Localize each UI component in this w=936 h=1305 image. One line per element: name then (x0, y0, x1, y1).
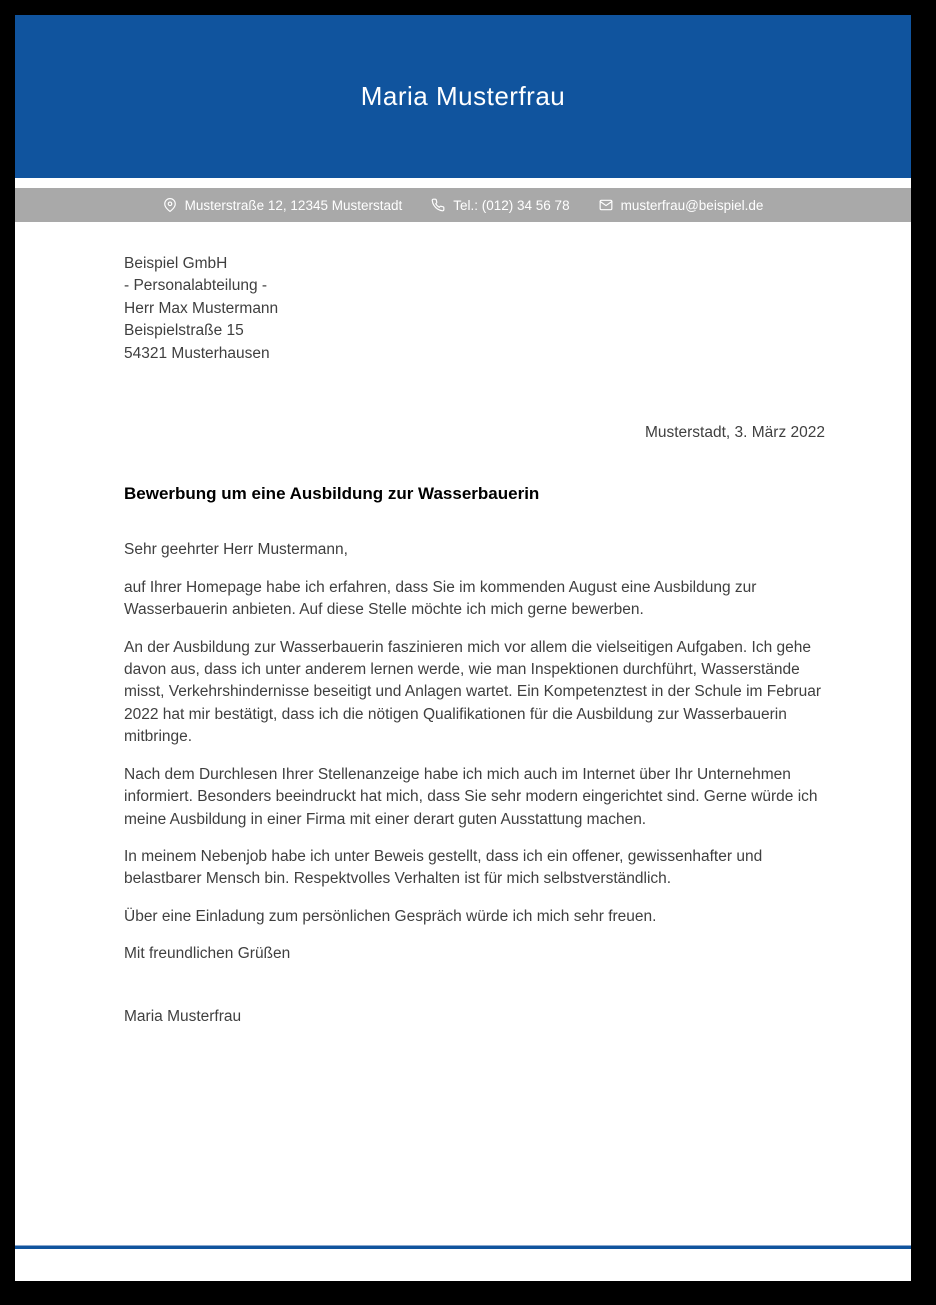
contact-address-text: Musterstraße 12, 12345 Musterstadt (184, 197, 403, 213)
location-pin-icon (163, 198, 177, 212)
subject-line: Bewerbung um eine Ausbildung zur Wasserbauerin (124, 484, 540, 504)
letter-header-banner (15, 15, 911, 178)
phone-icon (431, 198, 445, 212)
recipient-line-company: Beispiel GmbH (124, 255, 228, 272)
contact-address (163, 198, 403, 213)
contact-phone-text: Tel.: (012) 34 56 78 (453, 197, 570, 213)
recipient-line-person: Herr Max Mustermann (124, 299, 279, 317)
closing-phrase: Mit freundlichen Grüßen (124, 945, 291, 963)
salutation: Sehr geehrter Herr Mustermann, (124, 541, 348, 559)
contact-email-text: musterfrau@beispiel.de (620, 197, 764, 213)
body-paragraph: auf Ihrer Homepage habe ich erfahren, dass Sie im kommenden August eine Ausbildung zur Wasserbauerin anbieten. Auf diese Stelle möchte ich mich gerne bewerben. (124, 578, 757, 619)
recipient-line-department: - Personalabteilung - (124, 277, 268, 295)
footer-accent-line (15, 1245, 911, 1249)
letter-page (15, 15, 911, 1281)
applicant-name: Maria Musterfrau (360, 81, 566, 111)
body-paragraph: In meinem Nebenjob habe ich unter Beweis gestellt, dass ich ein offener, gewissenhafter und belastbarer Mensch bin. Respektvolles Verhalten ist für mich selbstverständlich. (124, 847, 763, 888)
body-paragraph: An der Ausbildung zur Wasserbauerin faszinieren mich vor allem die vielseitigen Aufgaben. Ich gehe davon aus, dass ich unter anderem lernen werde, wie man Inspektionen durchführt, Wasserstände misst, Verkehrshindernisse beseitigt und Anlagen wartet. Ein Kompetenztest in der Schule im Februar 2022 hat mir bestätigt, dass ich die nötigen Qualifikationen für die Ausbildung zur Wasserbauerin mitbringe. (124, 638, 822, 746)
envelope-icon (599, 198, 613, 212)
recipient-line-street: Beispielstraße 15 (124, 322, 244, 340)
date-line: Musterstadt, 3. März 2022 (644, 424, 825, 442)
header-divider-gap (15, 178, 911, 188)
contact-phone (431, 198, 569, 213)
recipient-line-city: 54321 Musterhausen (124, 344, 270, 362)
letter-body (15, 253, 911, 1028)
recipient-address-block (124, 253, 825, 365)
body-paragraph: Über eine Einladung zum persönlichen Gespräch würde ich mich sehr freuen. (124, 907, 657, 925)
signature-name: Maria Musterfrau (124, 1007, 242, 1025)
contact-email (599, 198, 764, 213)
body-paragraph: Nach dem Durchlesen Ihrer Stellenanzeige habe ich mich auch im Internet über Ihr Unternehmen informiert. Besonders beeindruckt hat mich, dass Sie sehr modern eingerichtet sind. Gerne würde ich meine Ausbildung in einer Firma mit einer derart guten Ausstattung machen. (124, 765, 818, 828)
contact-bar (15, 188, 911, 222)
